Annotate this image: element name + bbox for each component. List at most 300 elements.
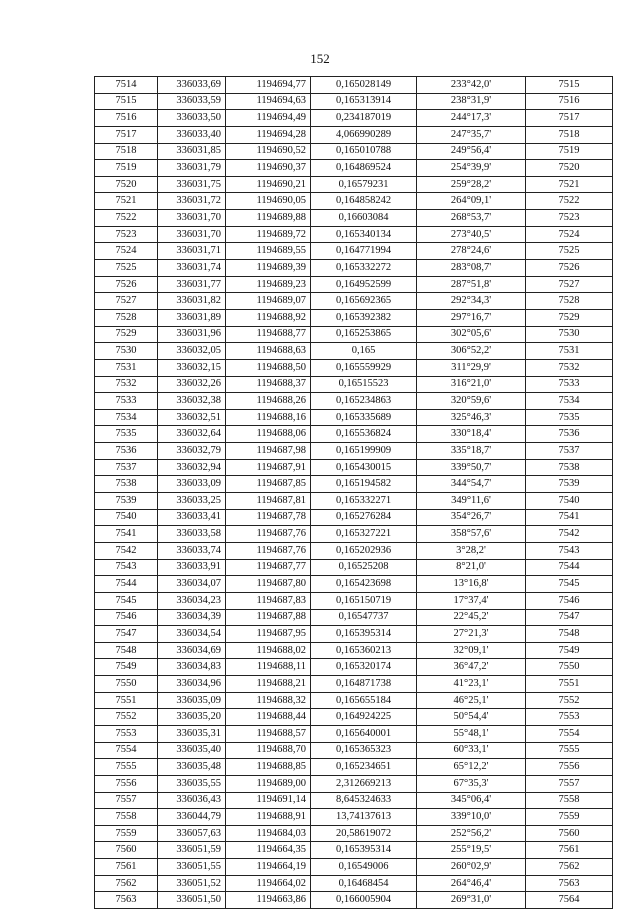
table-row [95,260,613,277]
table-row [95,343,613,360]
cell-bearing: 273°40,5' [417,226,526,243]
cell-coord-y: 1194689,72 [226,226,311,243]
cell-point-number: 7535 [95,426,158,443]
cell-distance: 0,165332272 [311,260,417,277]
cell-bearing: 320°59,6' [417,393,526,410]
cell-bearing: 249°56,4' [417,143,526,160]
cell-point-number: 7554 [95,742,158,759]
table-row [95,526,613,543]
cell-coord-x: 336031,77 [158,276,226,293]
cell-next-point-number: 7563 [526,875,613,892]
cell-next-point-number: 7558 [526,792,613,809]
cell-coord-y: 1194694,28 [226,126,311,143]
cell-distance: 0,16525208 [311,559,417,576]
cell-distance: 13,74137613 [311,809,417,826]
cell-point-number: 7541 [95,526,158,543]
cell-coord-y: 1194687,78 [226,509,311,526]
cell-coord-y: 1194688,06 [226,426,311,443]
cell-distance: 0,165234651 [311,759,417,776]
cell-coord-y: 1194689,23 [226,276,311,293]
cell-coord-x: 336033,50 [158,110,226,127]
cell-next-point-number: 7526 [526,260,613,277]
cell-point-number: 7548 [95,642,158,659]
cell-bearing: 302°05,6' [417,326,526,343]
cell-next-point-number: 7543 [526,542,613,559]
cell-bearing: 13°16,8' [417,576,526,593]
cell-bearing: 55°48,1' [417,725,526,742]
cell-point-number: 7537 [95,459,158,476]
cell-point-number: 7563 [95,892,158,909]
cell-next-point-number: 7521 [526,176,613,193]
cell-point-number: 7540 [95,509,158,526]
table-row [95,676,613,693]
cell-next-point-number: 7547 [526,609,613,626]
cell-bearing: 27°21,3' [417,626,526,643]
cell-point-number: 7539 [95,493,158,510]
cell-bearing: 233°42,0' [417,77,526,94]
cell-coord-y: 1194687,88 [226,609,311,626]
cell-next-point-number: 7532 [526,359,613,376]
cell-coord-y: 1194688,63 [226,343,311,360]
table-row [95,77,613,94]
table-row [95,609,613,626]
cell-point-number: 7514 [95,77,158,94]
cell-next-point-number: 7548 [526,626,613,643]
cell-coord-y: 1194687,95 [226,626,311,643]
cell-distance: 0,165340134 [311,226,417,243]
cell-next-point-number: 7528 [526,293,613,310]
cell-next-point-number: 7545 [526,576,613,593]
cell-distance: 0,165276284 [311,509,417,526]
cell-bearing: 255°19,5' [417,842,526,859]
cell-bearing: 287°51,8' [417,276,526,293]
cell-distance: 0,165010788 [311,143,417,160]
cell-next-point-number: 7552 [526,692,613,709]
cell-bearing: 67°35,3' [417,775,526,792]
cell-next-point-number: 7551 [526,676,613,693]
cell-distance: 0,165320174 [311,659,417,676]
cell-point-number: 7547 [95,626,158,643]
cell-coord-y: 1194688,91 [226,809,311,826]
cell-point-number: 7562 [95,875,158,892]
cell-coord-y: 1194687,80 [226,576,311,593]
cell-next-point-number: 7523 [526,210,613,227]
cell-next-point-number: 7520 [526,160,613,177]
cell-distance: 0,164858242 [311,193,417,210]
cell-point-number: 7558 [95,809,158,826]
cell-point-number: 7533 [95,393,158,410]
cell-point-number: 7529 [95,326,158,343]
cell-coord-x: 336051,55 [158,859,226,876]
cell-next-point-number: 7541 [526,509,613,526]
cell-point-number: 7516 [95,110,158,127]
cell-distance: 0,234187019 [311,110,417,127]
cell-point-number: 7549 [95,659,158,676]
cell-point-number: 7551 [95,692,158,709]
cell-point-number: 7552 [95,709,158,726]
cell-next-point-number: 7539 [526,476,613,493]
table-row [95,725,613,742]
cell-next-point-number: 7544 [526,559,613,576]
cell-coord-x: 336035,31 [158,725,226,742]
cell-coord-x: 336033,41 [158,509,226,526]
cell-distance: 0,165199909 [311,443,417,460]
cell-coord-x: 336051,52 [158,875,226,892]
cell-bearing: 50°54,4' [417,709,526,726]
cell-next-point-number: 7527 [526,276,613,293]
cell-point-number: 7544 [95,576,158,593]
cell-point-number: 7557 [95,792,158,809]
cell-coord-x: 336033,74 [158,542,226,559]
cell-distance: 0,165692365 [311,293,417,310]
cell-bearing: 278°24,6' [417,243,526,260]
cell-bearing: 8°21,0' [417,559,526,576]
cell-coord-y: 1194688,02 [226,642,311,659]
cell-coord-y: 1194687,81 [226,493,311,510]
cell-coord-y: 1194694,49 [226,110,311,127]
cell-coord-y: 1194690,52 [226,143,311,160]
cell-coord-x: 336034,69 [158,642,226,659]
cell-bearing: 316°21,0' [417,376,526,393]
cell-bearing: 244°17,3' [417,110,526,127]
cell-next-point-number: 7533 [526,376,613,393]
cell-point-number: 7528 [95,309,158,326]
cell-next-point-number: 7538 [526,459,613,476]
cell-bearing: 254°39,9' [417,160,526,177]
cell-distance: 0,165313914 [311,93,417,110]
coordinates-table [94,76,613,909]
cell-coord-y: 1194664,35 [226,842,311,859]
cell-coord-y: 1194690,37 [226,160,311,177]
cell-next-point-number: 7555 [526,742,613,759]
cell-coord-x: 336031,74 [158,260,226,277]
cell-distance: 0,165 [311,343,417,360]
cell-distance: 0,164771994 [311,243,417,260]
cell-point-number: 7560 [95,842,158,859]
cell-coord-y: 1194690,21 [226,176,311,193]
table-row [95,210,613,227]
cell-point-number: 7519 [95,160,158,177]
cell-distance: 0,165655184 [311,692,417,709]
cell-bearing: 259°28,2' [417,176,526,193]
cell-coord-x: 336034,23 [158,592,226,609]
cell-point-number: 7534 [95,409,158,426]
cell-coord-x: 336033,09 [158,476,226,493]
page-number: 152 [310,51,330,66]
cell-coord-x: 336034,96 [158,676,226,693]
cell-point-number: 7522 [95,210,158,227]
cell-distance: 20,58619072 [311,825,417,842]
cell-distance: 0,165430015 [311,459,417,476]
cell-bearing: 283°08,7' [417,260,526,277]
cell-bearing: 32°09,1' [417,642,526,659]
cell-coord-x: 336051,50 [158,892,226,909]
table-row [95,759,613,776]
cell-coord-x: 336031,70 [158,226,226,243]
cell-next-point-number: 7561 [526,842,613,859]
cell-point-number: 7526 [95,276,158,293]
cell-bearing: 330°18,4' [417,426,526,443]
cell-distance: 8,645324633 [311,792,417,809]
cell-coord-y: 1194689,39 [226,260,311,277]
cell-distance: 0,165202936 [311,542,417,559]
cell-coord-x: 336031,75 [158,176,226,193]
cell-coord-x: 336035,48 [158,759,226,776]
cell-coord-y: 1194690,05 [226,193,311,210]
cell-coord-x: 336031,72 [158,193,226,210]
cell-point-number: 7556 [95,775,158,792]
cell-point-number: 7524 [95,243,158,260]
cell-point-number: 7546 [95,609,158,626]
cell-distance: 0,165332271 [311,493,417,510]
cell-bearing: 344°54,7' [417,476,526,493]
cell-point-number: 7561 [95,859,158,876]
table-row [95,709,613,726]
cell-coord-y: 1194694,63 [226,93,311,110]
cell-bearing: 335°18,7' [417,443,526,460]
cell-coord-x: 336034,54 [158,626,226,643]
table-row [95,859,613,876]
cell-bearing: 3°28,2' [417,542,526,559]
cell-next-point-number: 7554 [526,725,613,742]
cell-point-number: 7530 [95,343,158,360]
cell-bearing: 65°12,2' [417,759,526,776]
cell-point-number: 7545 [95,592,158,609]
cell-point-number: 7542 [95,542,158,559]
cell-distance: 0,165327221 [311,526,417,543]
cell-distance: 0,165150719 [311,592,417,609]
cell-coord-y: 1194694,77 [226,77,311,94]
cell-distance: 0,165559929 [311,359,417,376]
cell-distance: 0,165335689 [311,409,417,426]
table-row [95,326,613,343]
cell-next-point-number: 7546 [526,592,613,609]
cell-bearing: 252°56,2' [417,825,526,842]
cell-point-number: 7523 [95,226,158,243]
cell-distance: 0,165028149 [311,77,417,94]
table-row [95,542,613,559]
table-row [95,626,613,643]
cell-bearing: 292°34,3' [417,293,526,310]
cell-coord-x: 336031,70 [158,210,226,227]
table-row [95,775,613,792]
cell-point-number: 7515 [95,93,158,110]
cell-coord-x: 336032,51 [158,409,226,426]
cell-distance: 0,16515523 [311,376,417,393]
cell-coord-x: 336033,59 [158,93,226,110]
cell-distance: 0,164952599 [311,276,417,293]
cell-point-number: 7527 [95,293,158,310]
cell-coord-x: 336031,79 [158,160,226,177]
cell-distance: 0,166005904 [311,892,417,909]
cell-coord-x: 336044,79 [158,809,226,826]
cell-coord-x: 336035,09 [158,692,226,709]
table-row [95,443,613,460]
cell-bearing: 46°25,1' [417,692,526,709]
cell-bearing: 268°53,7' [417,210,526,227]
table-row [95,792,613,809]
cell-next-point-number: 7518 [526,126,613,143]
cell-bearing: 345°06,4' [417,792,526,809]
cell-next-point-number: 7517 [526,110,613,127]
cell-bearing: 339°50,7' [417,459,526,476]
cell-distance: 4,066990289 [311,126,417,143]
cell-coord-x: 336032,64 [158,426,226,443]
cell-coord-x: 336031,89 [158,309,226,326]
cell-distance: 0,165536824 [311,426,417,443]
table-row [95,459,613,476]
cell-coord-x: 336032,79 [158,443,226,460]
cell-next-point-number: 7525 [526,243,613,260]
cell-distance: 0,164924225 [311,709,417,726]
table-row [95,692,613,709]
cell-coord-y: 1194684,03 [226,825,311,842]
cell-coord-y: 1194687,77 [226,559,311,576]
table-row [95,409,613,426]
cell-coord-x: 336057,63 [158,825,226,842]
cell-coord-x: 336035,20 [158,709,226,726]
cell-bearing: 264°46,4' [417,875,526,892]
table-row [95,393,613,410]
table-row [95,276,613,293]
cell-coord-y: 1194688,44 [226,709,311,726]
table-row [95,842,613,859]
cell-distance: 0,165365323 [311,742,417,759]
cell-next-point-number: 7564 [526,892,613,909]
cell-point-number: 7517 [95,126,158,143]
cell-next-point-number: 7522 [526,193,613,210]
cell-bearing: 22°45,2' [417,609,526,626]
cell-next-point-number: 7515 [526,77,613,94]
cell-bearing: 17°37,4' [417,592,526,609]
cell-point-number: 7555 [95,759,158,776]
cell-distance: 0,165395314 [311,842,417,859]
cell-next-point-number: 7540 [526,493,613,510]
cell-coord-y: 1194688,50 [226,359,311,376]
cell-coord-y: 1194688,16 [226,409,311,426]
table-row [95,659,613,676]
cell-coord-x: 336034,07 [158,576,226,593]
cell-coord-x: 336032,38 [158,393,226,410]
cell-distance: 0,165194582 [311,476,417,493]
cell-coord-x: 336031,71 [158,243,226,260]
cell-coord-y: 1194687,83 [226,592,311,609]
cell-coord-y: 1194689,00 [226,775,311,792]
cell-point-number: 7518 [95,143,158,160]
table-row [95,126,613,143]
cell-coord-x: 336032,05 [158,343,226,360]
cell-next-point-number: 7550 [526,659,613,676]
table-row [95,509,613,526]
cell-coord-y: 1194687,85 [226,476,311,493]
cell-next-point-number: 7557 [526,775,613,792]
cell-bearing: 269°31,0' [417,892,526,909]
cell-next-point-number: 7516 [526,93,613,110]
cell-coord-x: 336035,55 [158,775,226,792]
cell-next-point-number: 7530 [526,326,613,343]
table-row [95,426,613,443]
cell-coord-x: 336032,26 [158,376,226,393]
table-row [95,642,613,659]
cell-point-number: 7531 [95,359,158,376]
cell-bearing: 311°29,9' [417,359,526,376]
cell-coord-y: 1194687,98 [226,443,311,460]
cell-coord-x: 336051,59 [158,842,226,859]
table-row [95,576,613,593]
cell-coord-y: 1194688,92 [226,309,311,326]
cell-bearing: 238°31,9' [417,93,526,110]
table-row [95,476,613,493]
table-row [95,160,613,177]
cell-next-point-number: 7529 [526,309,613,326]
cell-next-point-number: 7524 [526,226,613,243]
cell-point-number: 7559 [95,825,158,842]
cell-coord-y: 1194664,19 [226,859,311,876]
cell-coord-x: 336034,83 [158,659,226,676]
cell-coord-x: 336033,58 [158,526,226,543]
cell-point-number: 7553 [95,725,158,742]
coordinates-table-body [95,77,613,909]
cell-point-number: 7532 [95,376,158,393]
cell-coord-y: 1194689,88 [226,210,311,227]
cell-next-point-number: 7534 [526,393,613,410]
cell-coord-x: 336034,39 [158,609,226,626]
cell-distance: 0,16468454 [311,875,417,892]
cell-point-number: 7536 [95,443,158,460]
cell-coord-y: 1194689,55 [226,243,311,260]
cell-next-point-number: 7542 [526,526,613,543]
cell-coord-x: 336031,82 [158,293,226,310]
cell-point-number: 7543 [95,559,158,576]
table-row [95,93,613,110]
cell-coord-x: 336036,43 [158,792,226,809]
cell-coord-y: 1194687,91 [226,459,311,476]
cell-bearing: 306°52,2' [417,343,526,360]
cell-bearing: 358°57,6' [417,526,526,543]
cell-coord-x: 336031,85 [158,143,226,160]
cell-bearing: 41°23,1' [417,676,526,693]
cell-next-point-number: 7559 [526,809,613,826]
table-row [95,110,613,127]
cell-next-point-number: 7560 [526,825,613,842]
cell-bearing: 36°47,2' [417,659,526,676]
cell-coord-y: 1194688,26 [226,393,311,410]
cell-coord-x: 336033,40 [158,126,226,143]
cell-coord-y: 1194688,32 [226,692,311,709]
cell-distance: 0,16549006 [311,859,417,876]
cell-coord-y: 1194688,21 [226,676,311,693]
table-row [95,875,613,892]
cell-next-point-number: 7549 [526,642,613,659]
cell-next-point-number: 7536 [526,426,613,443]
table-row [95,243,613,260]
cell-bearing: 297°16,7' [417,309,526,326]
table-row [95,309,613,326]
cell-distance: 0,165640001 [311,725,417,742]
cell-bearing: 60°33,1' [417,742,526,759]
table-row [95,559,613,576]
cell-distance: 0,165392382 [311,309,417,326]
table-row [95,193,613,210]
cell-coord-x: 336031,96 [158,326,226,343]
table-row [95,809,613,826]
table-row [95,226,613,243]
cell-coord-x: 336033,69 [158,77,226,94]
cell-distance: 0,16579231 [311,176,417,193]
cell-coord-y: 1194663,86 [226,892,311,909]
cell-bearing: 339°10,0' [417,809,526,826]
table-row [95,376,613,393]
